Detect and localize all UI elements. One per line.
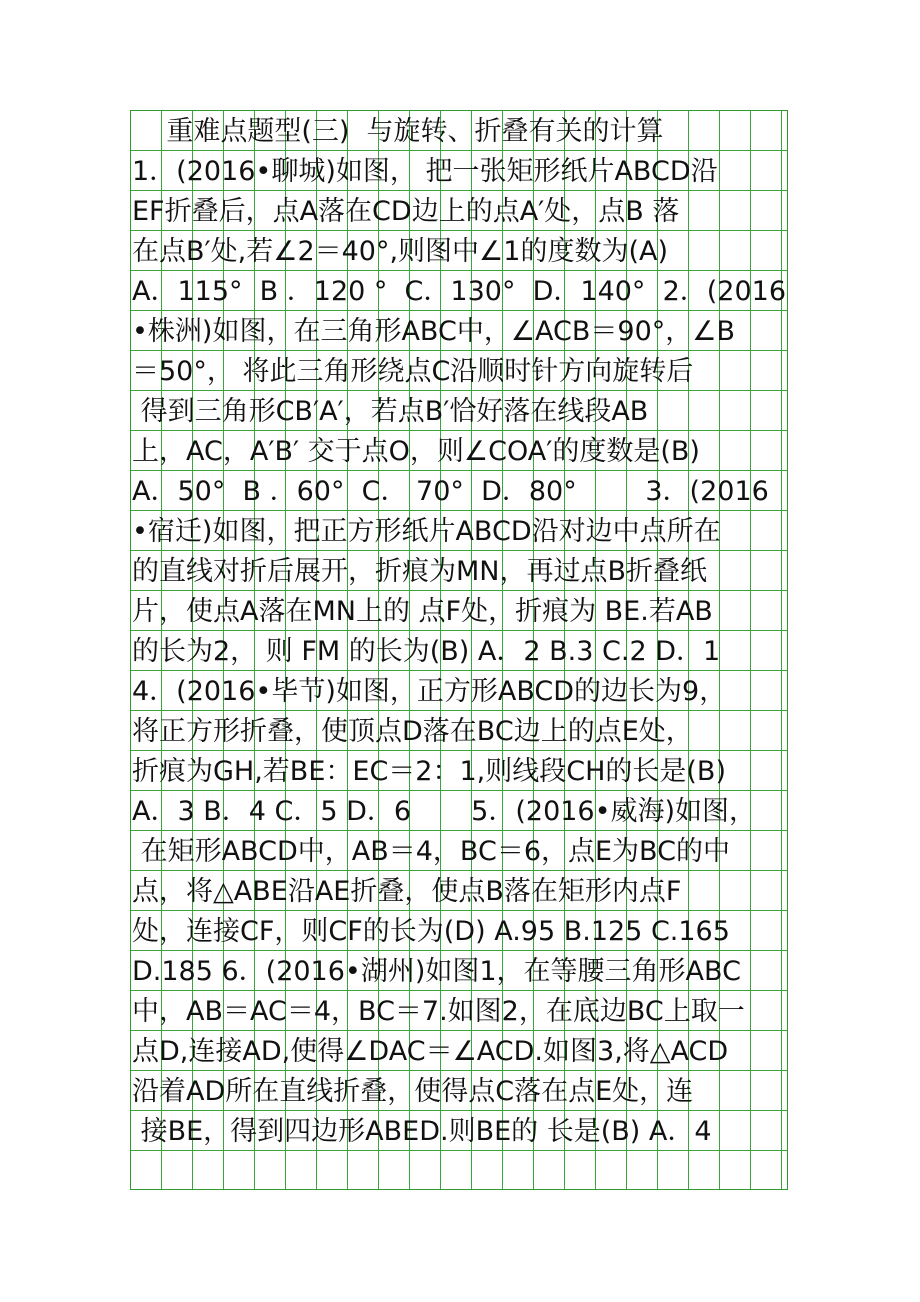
text-line: 在矩形ABCD中，AB＝4，BC＝6，点E为BC的中: [132, 836, 730, 867]
text-line: A．3 B．4 C．5 D．6 5．(2016•威海)如图，: [132, 796, 757, 827]
text-line: •宿迁)如图，把正方形纸片ABCD沿对边中点所在: [132, 516, 721, 547]
text-line: 点，将△ABE沿AE折叠，使点B落在矩形内点F: [132, 876, 682, 907]
text-line: 中，AB＝AC＝4，BC＝7.如图2，在底边BC上取一: [132, 996, 745, 1027]
text-line: •株洲)如图，在三角形ABC中，∠ACB＝90°，∠B: [132, 316, 735, 347]
text-line: 上，AC，A′B′ 交于点O，则∠COA′的度数是(B): [132, 436, 700, 467]
document-body: [132, 112, 892, 1152]
text-line: 片，使点A落在MN上的 点F处，折痕为 BE.若AB: [132, 596, 713, 627]
title-line: 重难点题型(三) 与旋转、折叠有关的计算: [132, 116, 664, 147]
text-line: 沿着AD所在直线折叠，使得点C落在点E处，连: [132, 1076, 694, 1107]
text-line: A．50° B ．60° C． 70° D．80° 3．(2016: [132, 476, 769, 507]
text-line: A．115° B ．120 ° C．130° D．140° 2．(2016: [132, 276, 787, 307]
text-line: 折痕为GH,若BE：EC＝2：1,则线段CH的长是(B): [132, 756, 726, 787]
text-line: ＝50°， 将此三角形绕点C沿顺时针方向旋转后: [132, 356, 694, 387]
text-line: 得到三角形CB′A′，若点B′恰好落在线段AB: [132, 396, 649, 427]
text-line: 的直线对折后展开，折痕为MN，再过点B折叠纸: [132, 556, 708, 587]
text-line: 点D,连接AD,使得∠DAC＝∠ACD.如图3,将△ACD: [132, 1036, 729, 1067]
text-line: D.185 6．(2016•湖州)如图1，在等腰三角形ABC: [132, 956, 741, 987]
text-line: 1．(2016•聊城)如图， 把一张矩形纸片ABCD沿: [132, 156, 718, 187]
text-line: 处，连接CF，则CF的长为(D) A.95 B.125 C.165: [132, 916, 730, 947]
text-line: 将正方形折叠，使顶点D落在BC边上的点E处，: [132, 716, 693, 747]
text-line: 4．(2016•毕节)如图，正方形ABCD的边长为9，: [132, 676, 727, 707]
text-line: 在点B′处,若∠2＝40°,则图中∠1的度数为(A): [132, 236, 668, 267]
text-line: EF折叠后，点A落在CD边上的点A′处，点B 落: [132, 196, 680, 227]
text-line: 接BE，得到四边形ABED.则BE的 长是(B) A．4: [132, 1116, 712, 1147]
text-line: 的长为2， 则 FM 的长为(B) A．2 B.3 C.2 D．1: [132, 636, 721, 667]
